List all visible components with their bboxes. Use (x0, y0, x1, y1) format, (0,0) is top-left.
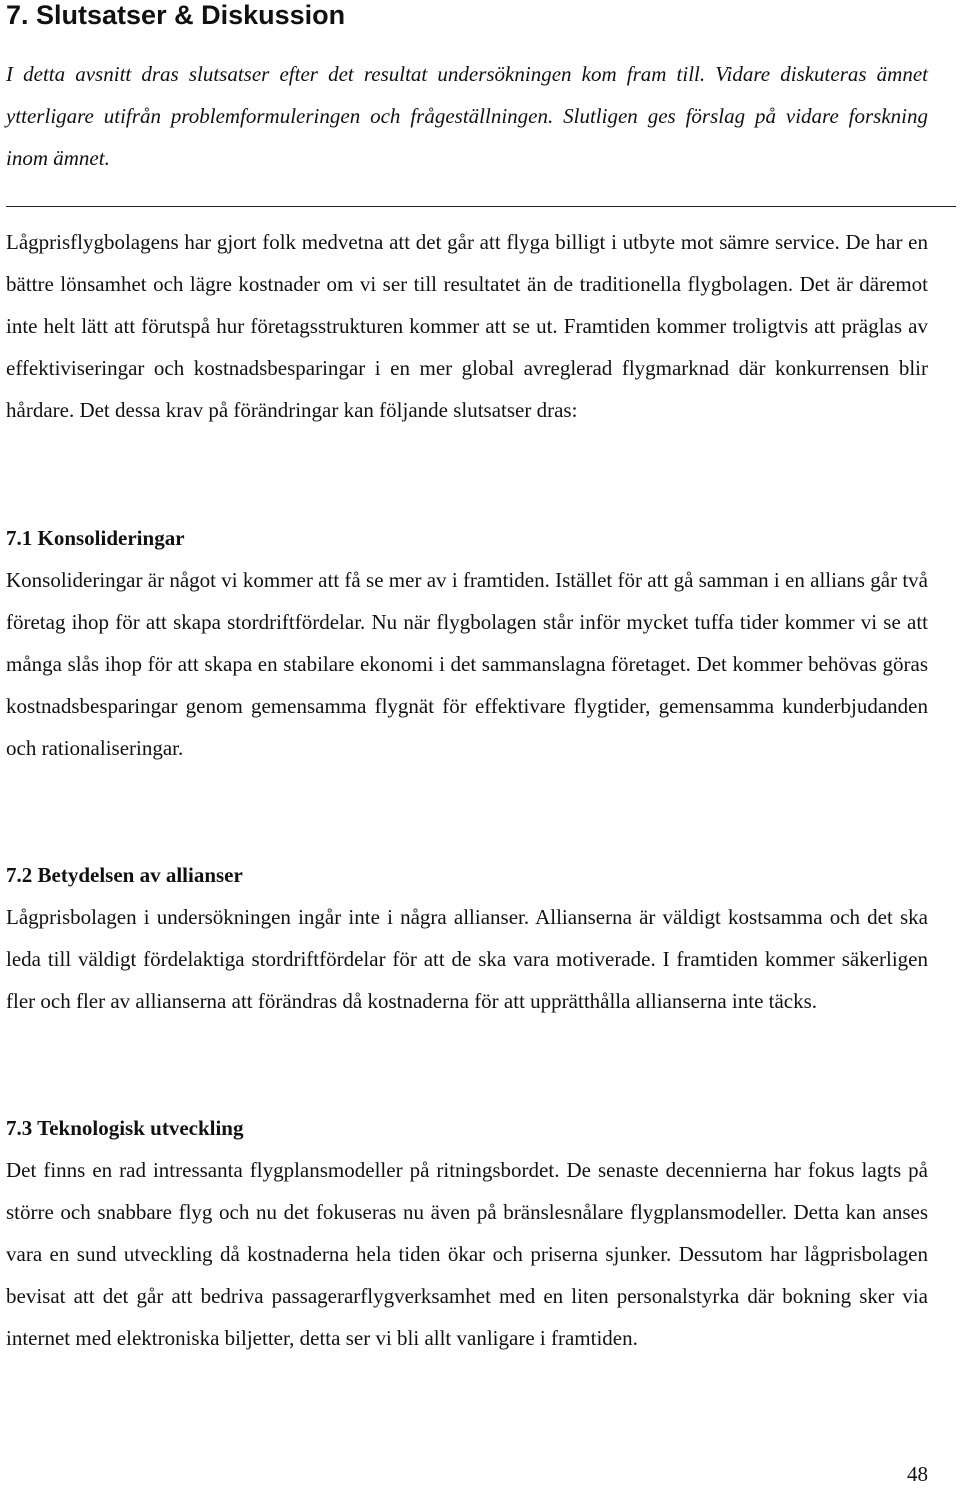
chapter-title: 7. Slutsatser & Diskussion (6, 0, 346, 30)
section-paragraph: Lågprisbolagen i undersökningen ingår inte i några allianser. Allianserna är väldigt kostsamma och det ska leda till väldigt fördelaktiga stordriftfördelar för att de ska vara motiverade. I framtiden kommer säkerligen fler och fler av allianserna att förändras då kostnaderna för att upprätthålla allianserna inte täcks. (6, 905, 928, 1013)
section-heading: 7.1 Konsolideringar (6, 526, 185, 550)
section-teknologisk-utveckling (6, 1107, 928, 1359)
divider-rule (6, 206, 956, 207)
section-paragraph: Det finns en rad intressanta flygplansmodeller på ritningsbordet. De senaste decennierna har fokus lagts på större och snabbare flyg och nu det fokuseras nu även på bränslesnålare flygplansmodeller. Detta kan anses vara en sund utveckling då kostnaderna hela tiden ökar och priserna sjunker. Dessutom har lågprisbolagen bevisat att det går att bedriva passagerarflygverksamhet med en liten personalstyrka där bokning sker via internet med elektroniska biljetter, detta ser vi bli allt vanligare i framtiden. (6, 1158, 928, 1350)
summary-block (6, 221, 928, 431)
summary-paragraph: Lågprisflygbolagens har gjort folk medvetna att det går att flyga billigt i utbyte mot sämre service. De har en bättre lönsamhet och lägre kostnader om vi ser till resultatet än de traditionella flygbolagen. Det är däremot inte helt lätt att förutspå hur företagsstrukturen kommer att se ut. Framtiden kommer troligtvis att präglas av effektiviseringar och kostnadsbesparingar i en mer global avreglerad flygmarknad där konkurrensen blir hårdare. Det dessa krav på förändringar kan följande slutsatser dras: (6, 230, 928, 422)
section-konsolideringar (6, 517, 928, 769)
page-number: 48 (907, 1462, 928, 1486)
section-allianser (6, 854, 928, 1022)
section-paragraph: Konsolideringar är något vi kommer att få se mer av i framtiden. Istället för att gå samman i en allians går två företag ihop för att skapa stordriftfördelar. Nu när flygbolagen står inför mycket tuffa tider kommer vi se att många slås ihop för att skapa en stabilare ekonomi i det sammanslagna företaget. Det kommer behövas göras kostnadsbesparingar genom gemensamma flygnät för effektivare flygtider, gemensamma kunderbjudanden och rationaliseringar. (6, 568, 928, 760)
section-heading: 7.2 Betydelsen av allianser (6, 863, 243, 887)
chapter-intro: I detta avsnitt dras slutsatser efter det resultat undersökningen kom fram till. Vidare diskuteras ämnet ytterligare utifrån problemformuleringen och frågeställningen. Slutligen ges förslag på vidare forskning inom ämnet. (6, 62, 928, 170)
section-heading: 7.3 Teknologisk utveckling (6, 1116, 244, 1140)
